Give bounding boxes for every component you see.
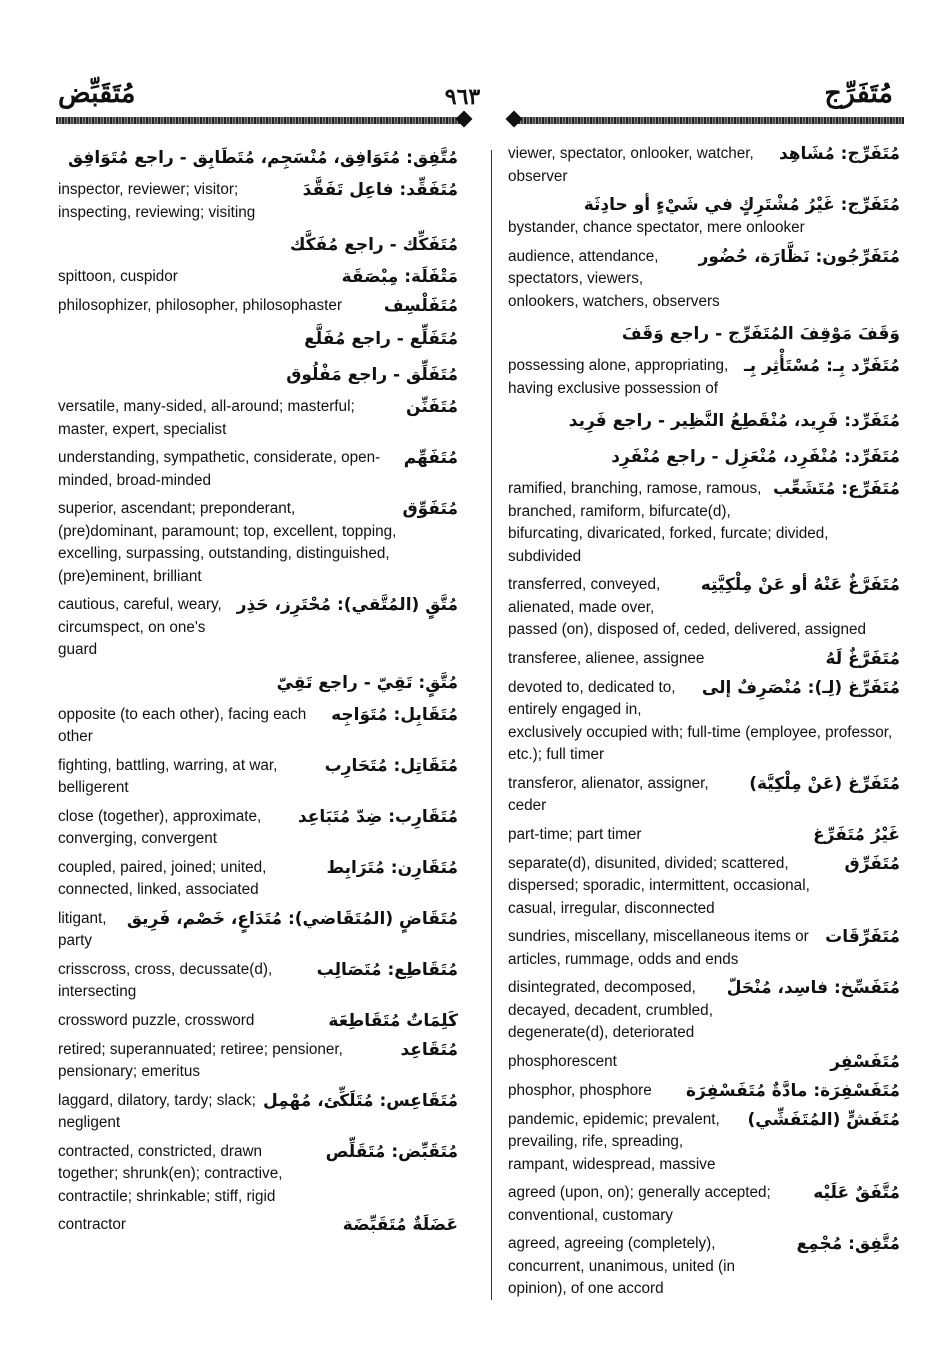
arabic-headword: مُتَفَنِّن	[406, 397, 458, 417]
rule-bar	[512, 117, 904, 124]
arabic-headword: مُتَفَرِّغ (لِـ): مُنْصَرِفٌ إلى	[701, 677, 900, 698]
dictionary-entry	[508, 574, 900, 642]
arabic-headword: مُتَفَلْسِف	[383, 296, 458, 316]
dictionary-entry	[58, 360, 458, 390]
english-definition: part-time; part timer	[508, 825, 642, 843]
arabic-cross-reference: مُتَفَرِّد: مُنْفَرِد، مُنْعَزِل - راجع مُنْفَرِد	[611, 447, 900, 467]
arabic-headword: غَيْرُ مُتَفَرِّغ	[813, 824, 900, 845]
rule-bar	[56, 117, 466, 124]
dictionary-entry	[58, 959, 458, 1004]
english-definition: agreed (upon, on); generally accepted; conventional, customary	[508, 1184, 771, 1224]
english-definition: cautious, careful, weary, circumspect, on one's guard	[58, 596, 222, 658]
arabic-headword: مُتَقَبِّض: مُتَقَلِّص	[325, 1141, 458, 1162]
arabic-cross-reference: مُتَفَرِّد: فَرِيد، مُنْقَطِعُ النَّظِير - راجع فَرِيد	[568, 411, 900, 431]
dictionary-entry	[58, 396, 458, 441]
arabic-headword: مُتَفَهِّم	[403, 448, 458, 468]
english-definition: understanding, sympathetic, considerate, open-minded, broad-minded	[58, 449, 381, 489]
english-definition: versatile, many-sided, all-around; masterful; master, expert, specialist	[58, 398, 355, 438]
arabic-headword: مُتَّقٍ (المُتَّقي): مُحْتَرِز، حَذِر	[236, 595, 458, 615]
dictionary-entry	[58, 498, 458, 588]
arabic-headword: مُتَفَسْفِر	[830, 1051, 900, 1072]
arabic-headword: مُتَفَرِّقَات	[825, 927, 900, 947]
english-definition: coupled, paired, joined; united, connected, linked, associated	[58, 858, 267, 898]
right-column	[508, 143, 900, 1307]
rule-diamond	[456, 111, 473, 128]
english-definition: spittoon, cuspidor	[58, 268, 178, 285]
english-definition: fighting, battling, warring, at war, belligerent	[58, 756, 278, 796]
english-definition: litigant, party	[58, 909, 107, 949]
english-definition: laggard, dilatory, tardy; slack; negligent	[58, 1091, 256, 1131]
arabic-headword: مُتَقَاطِع: مُتَصَالِب	[316, 959, 458, 980]
dictionary-entry	[508, 355, 900, 400]
arabic-headword: مُتَقَابِل: مُتَوَاجِه	[331, 704, 458, 725]
arabic-headword: مُتَفَرِّع: مُتَشَعِّب	[773, 479, 900, 499]
dictionary-entry	[508, 648, 900, 671]
english-definition: separate(d), disunited, divided; scattered, dispersed; sporadic, intermittent, occasional, casual, irregular, disconnected	[508, 854, 810, 917]
arabic-headword: مُتَفَرِّج: غَيْرُ مُشْتَرِكٍ في شَيْءٍ أو حادِثَة	[583, 195, 900, 215]
dictionary-entry	[58, 1039, 458, 1084]
dictionary-entry	[58, 594, 458, 662]
english-definition: crossword puzzle, crossword	[58, 1011, 255, 1029]
arabic-headword: مُتَقَارِب: ضِدّ مُتَبَاعِد	[297, 806, 458, 827]
english-definition: opposite (to each other), facing each other	[58, 705, 307, 745]
arabic-headword: مُتَفَرَّغٌ عَنْهُ أو عَنْ مِلْكِيَّتِه	[700, 575, 900, 595]
dictionary-entry	[508, 478, 900, 568]
dictionary-entry	[508, 1182, 900, 1227]
english-definition: transferred, conveyed, alienated, made over, passed (on), disposed of, ceded, delivered, assigned	[508, 576, 867, 638]
arabic-headword: مُتَّفِق: مُجْمِع	[796, 1234, 900, 1254]
english-definition: transferee, alienee, assignee	[508, 649, 705, 667]
arabic-headword: كَلِمَاتٌ مُتَقَاطِعَة	[328, 1010, 458, 1031]
dictionary-entry	[508, 1051, 900, 1074]
english-definition: inspector, reviewer; visitor; inspecting, reviewing; visiting	[58, 181, 256, 221]
arabic-headword: مُتَقَاتِل: مُتَحَارِب	[324, 755, 458, 776]
left-ornamental-rule	[56, 113, 466, 127]
english-definition: viewer, spectator, onlooker, watcher, observer	[508, 145, 754, 185]
dictionary-entry	[508, 319, 900, 349]
english-definition: crisscross, cross, decussate(d), intersecting	[58, 960, 273, 1000]
english-definition: contracted, constricted, drawn together; shrunk(en); contractive, contractile; shrinkable; stiff, rigid	[58, 1142, 283, 1205]
header-left-word: مُتَقَبِّض	[58, 78, 136, 108]
english-definition: superior, ascendant; preponderant, (pre)dominant, paramount; top, excellent, topping, excelling, surpassing, outstanding, distinguished, (pre)eminent, brilliant	[58, 500, 397, 585]
english-definition: transferor, alienator, assigner, ceder	[508, 774, 709, 814]
dictionary-entry	[508, 194, 900, 240]
english-definition: audience, attendance, spectators, viewers, onlookers, watchers, observers	[508, 247, 720, 310]
arabic-headword: مُتَقَاضٍ (المُتَقَاضي): مُتَدَاعٍ، خَصْم، فَرِيق	[126, 908, 458, 929]
english-definition: retired; superannuated; retiree; pensioner, pensionary; emeritus	[58, 1040, 343, 1080]
column-divider	[491, 150, 492, 1300]
dictionary-entry	[58, 179, 458, 224]
dictionary-entry	[508, 442, 900, 472]
english-definition: philosophizer, philosopher, philosophaster	[58, 297, 343, 314]
arabic-headword: مُتَفَسْفِرَة: مادَّةٌ مُتَفَسْفِرَة	[686, 1080, 900, 1101]
dictionary-entry	[58, 1214, 458, 1237]
english-definition: pandemic, epidemic; prevalent, prevailing, rife, spreading, rampant, widespread, massive	[508, 1110, 720, 1173]
dictionary-entry	[508, 406, 900, 436]
right-ornamental-rule	[512, 113, 904, 127]
arabic-cross-reference: مُتَفَكِّك - راجع مُفَكَّك	[289, 235, 458, 255]
dictionary-entry	[508, 773, 900, 818]
dictionary-entry	[508, 677, 900, 767]
arabic-headword: عَضَلَةٌ مُتَقَبِّضَة	[342, 1215, 458, 1235]
dictionary-entry	[58, 1090, 458, 1135]
english-definition: phosphorescent	[508, 1052, 617, 1070]
arabic-cross-reference: مُتَفَلِّع - راجع مُفَلَّع	[304, 329, 458, 349]
dictionary-entry	[58, 295, 458, 318]
english-definition: bystander, chance spectator, mere onlooker	[508, 219, 805, 236]
dictionary-entry	[58, 1010, 458, 1033]
arabic-headword: مُتَفَوِّق	[402, 499, 458, 519]
english-definition: disintegrated, decomposed, decayed, decadent, crumbled, degenerate(d), deteriorated	[508, 979, 713, 1041]
dictionary-entry	[58, 857, 458, 902]
english-definition: close (together), approximate, converging, convergent	[58, 807, 262, 847]
dictionary-entry	[58, 230, 458, 260]
english-definition: devoted to, dedicated to, entirely engaged in, exclusively occupied with; full-time (employee, professor, etc.); full timer	[508, 678, 893, 763]
arabic-cross-reference: وَقَفَ مَوْقِفَ المُتَفَرِّج - راجع وَقَفَ	[621, 324, 900, 344]
arabic-headword: مُتَقَاعِد	[400, 1039, 458, 1060]
arabic-headword: مُتَّفَقٌ عَلَيْه	[813, 1183, 900, 1203]
dictionary-entry	[508, 853, 900, 921]
arabic-cross-reference: مُتَفَلِّق - راجع مَفْلُوق	[286, 365, 458, 385]
dictionary-entry	[508, 1109, 900, 1177]
arabic-headword: مُتَفَرِّد بِـ: مُسْتَأْثِر بِـ	[743, 356, 900, 376]
arabic-headword: مُتَفَقِّد: فاعِل تَفَقَّدَ	[302, 180, 458, 200]
dictionary-entry	[508, 926, 900, 971]
dictionary-entry	[58, 704, 458, 749]
arabic-headword: مُتَفَرِّغ (عَنْ مِلْكِيَّة)	[749, 773, 900, 794]
arabic-headword: مُتَفَشٍّ (المُتَفَشِّي)	[747, 1109, 900, 1130]
dictionary-entry	[58, 143, 458, 173]
arabic-cross-reference: مُتَّفِق: مُتَوَافِق، مُنْسَجِم، مُتَطَابِق - راجع مُتَوَافِق	[67, 148, 458, 168]
arabic-headword: مُتَفَرَّغٌ لَهُ	[825, 648, 900, 669]
left-column	[58, 143, 458, 1243]
rule-diamond	[506, 111, 523, 128]
dictionary-entry	[508, 1080, 900, 1103]
header-right-word: مُتَفَرِّج	[824, 78, 893, 108]
dictionary-entry	[58, 908, 458, 953]
arabic-headword: مُتَفَرِّج: مُشَاهِد	[778, 144, 900, 164]
dictionary-entry	[58, 1141, 458, 1209]
dictionary-entry	[58, 755, 458, 800]
dictionary-entry	[58, 806, 458, 851]
dictionary-entry	[508, 824, 900, 847]
english-definition: ramified, branching, ramose, ramous, branched, ramiform, bifurcate(d), bifurcating, divaricated, forked, furcate; divided, subdivided	[508, 480, 829, 565]
english-definition: phosphor, phosphore	[508, 1081, 652, 1099]
dictionary-entry	[508, 246, 900, 314]
arabic-headword: مُتَفَسِّخ: فاسِد، مُنْحَلّ	[726, 978, 900, 998]
english-definition: sundries, miscellany, miscellaneous items or articles, rummage, odds and ends	[508, 928, 809, 968]
arabic-headword: مُتَقَارِن: مُتَرَابِط	[326, 857, 458, 878]
english-definition: possessing alone, appropriating, having exclusive possession of	[508, 357, 729, 397]
dictionary-entry	[508, 143, 900, 188]
arabic-headword: مُتَقَاعِس: مُتَلَكِّئ، مُهْمِل	[262, 1090, 458, 1111]
dictionary-entry	[58, 447, 458, 492]
arabic-headword: مُتَفَرِّق	[844, 853, 900, 874]
dictionary-entry	[508, 1233, 900, 1301]
english-definition: contractor	[58, 1216, 127, 1233]
page-number: ٩٦٣	[444, 84, 481, 109]
arabic-headword: مُتَفَرِّجُون: نَظَّارَة، حُضُور	[698, 246, 900, 267]
dictionary-entry	[58, 668, 458, 698]
dictionary-entry	[508, 977, 900, 1045]
arabic-cross-reference: مُتَّقٍ: تَقِيّ - راجع تَقِيّ	[276, 672, 458, 693]
arabic-headword: مَتْفَلَة: مِبْصَقَة	[341, 267, 458, 287]
dictionary-entry	[58, 324, 458, 354]
english-definition: agreed, agreeing (completely), concurrent, unanimous, united (in opinion), of one accord	[508, 1235, 736, 1297]
dictionary-entry	[58, 266, 458, 289]
